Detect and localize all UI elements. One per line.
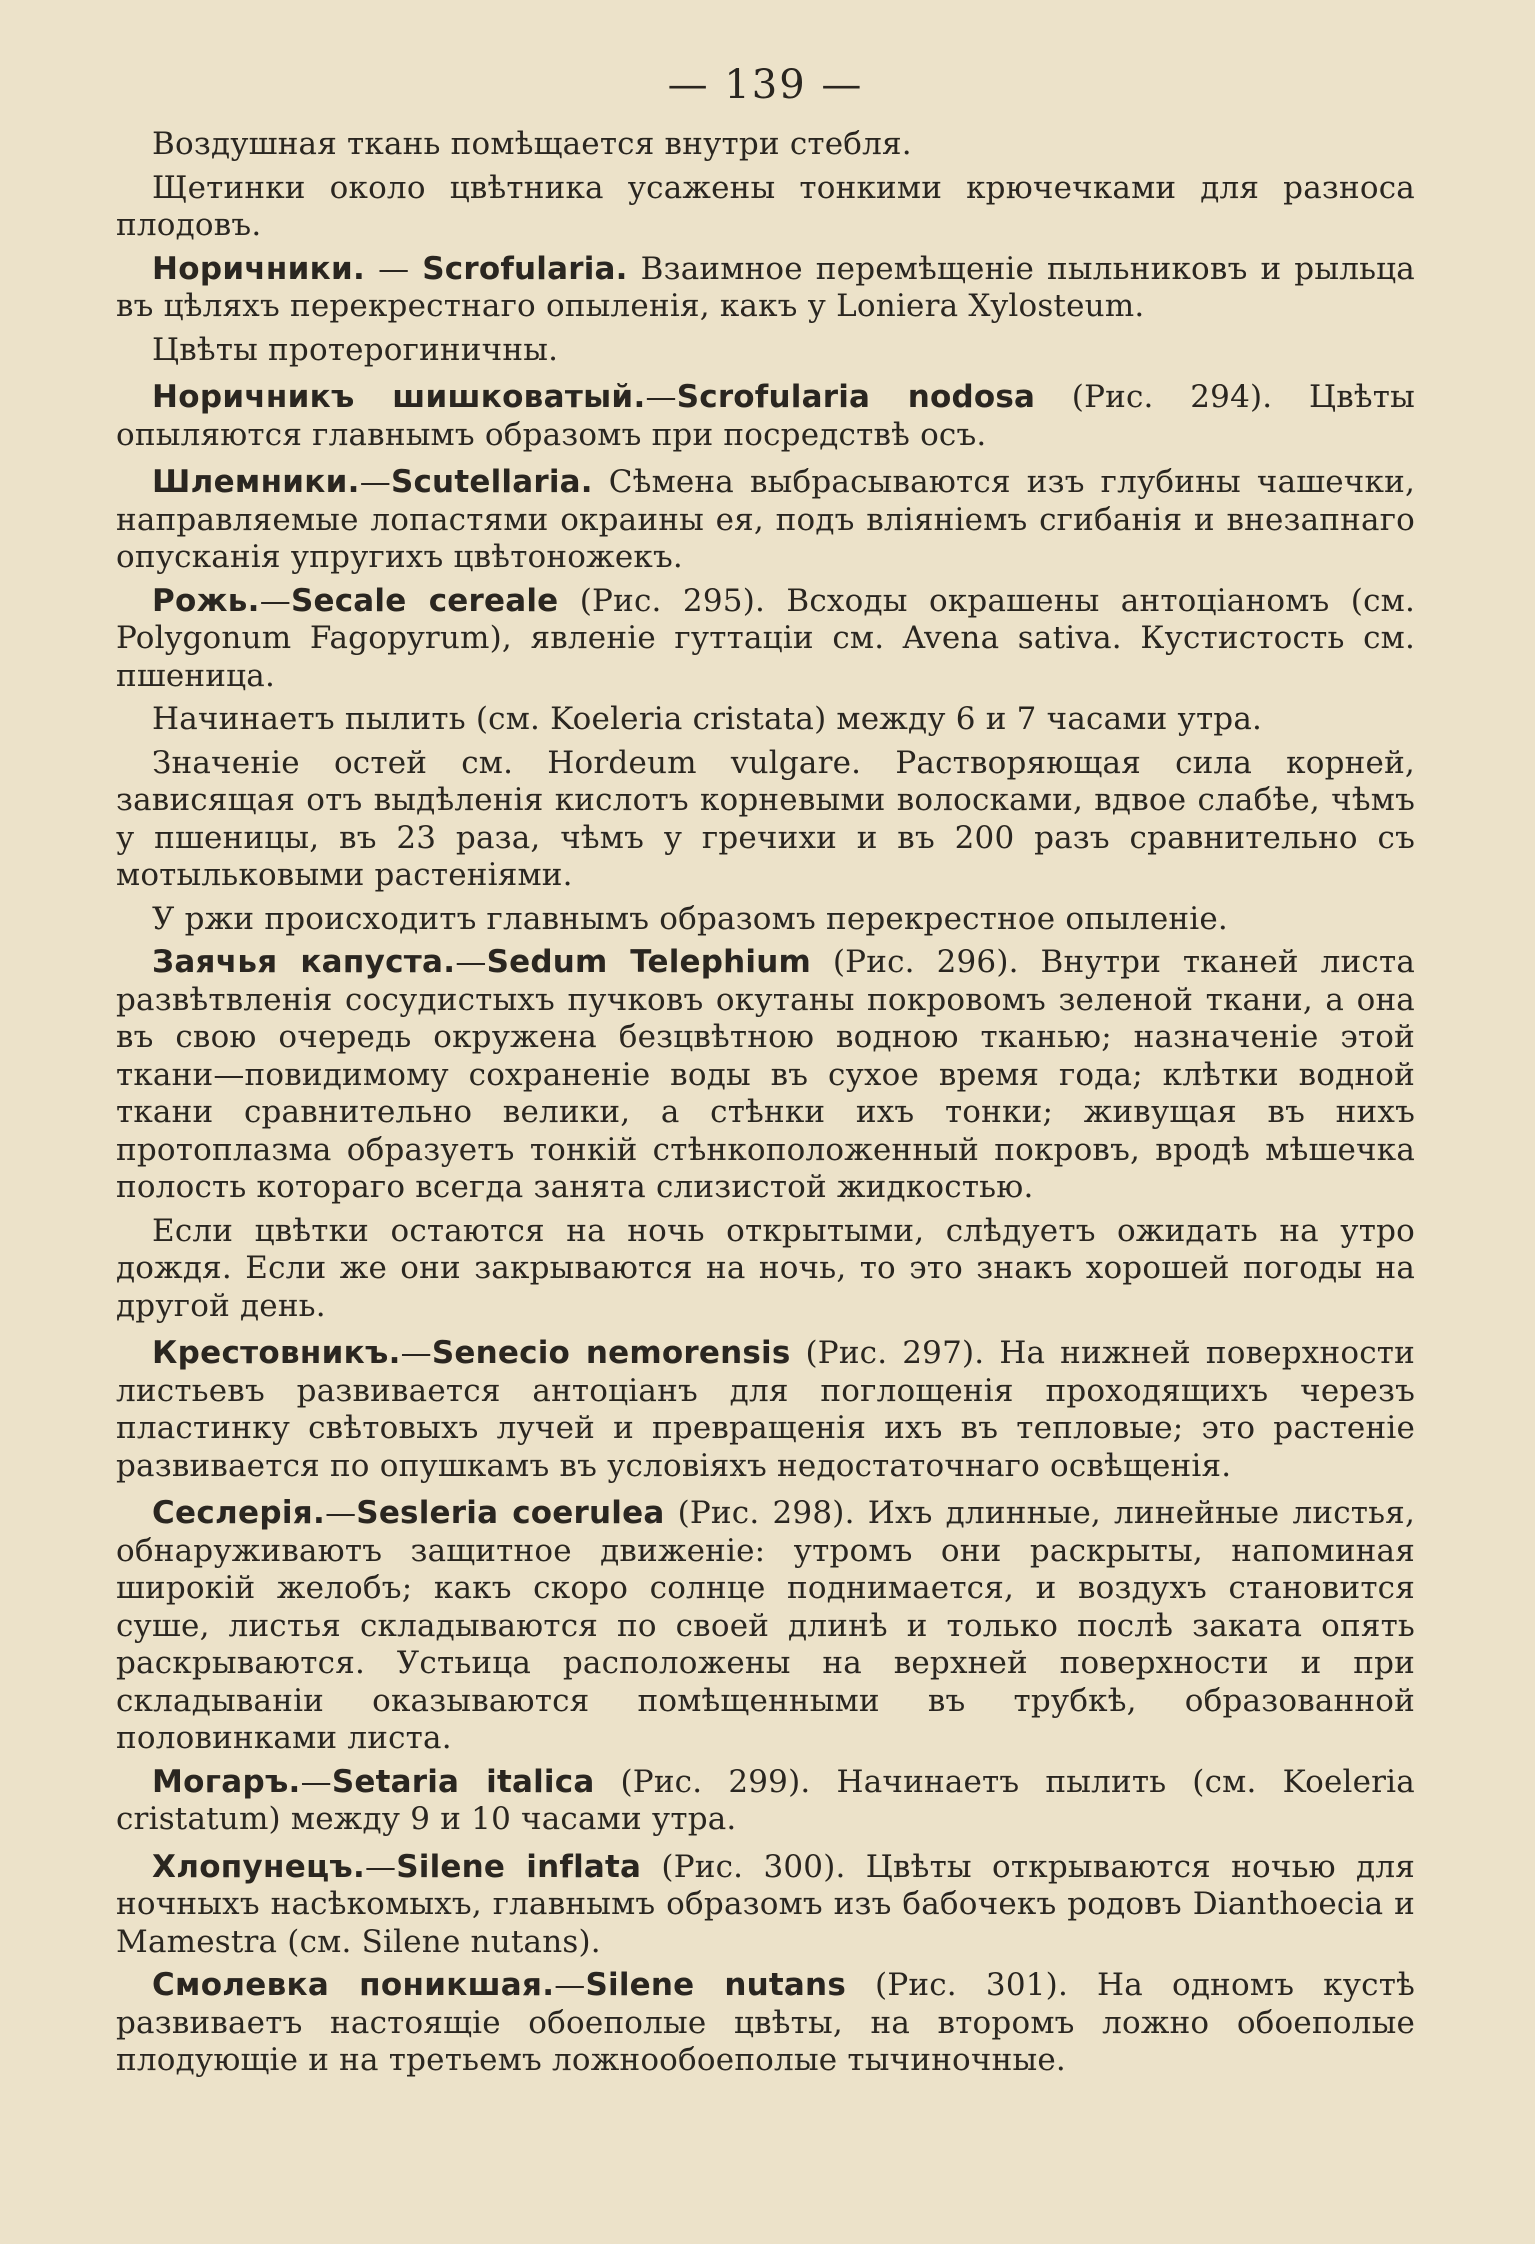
- entry-latin-name: Scutellaria.: [390, 464, 593, 500]
- entry-russian-name: Рожь.: [152, 582, 260, 619]
- entry-paragraph: [116, 1495, 1415, 1758]
- entry-dash: —: [455, 944, 487, 980]
- entry-latin-name: Sedum Telephium: [486, 944, 812, 980]
- entry-latin-name: Secale cereale: [290, 582, 559, 619]
- paragraph-text: Цвѣты протерогиничны.: [152, 331, 559, 368]
- entry-text: (Рис. 298). Ихъ длинные, линейные листья, обнаруживаютъ защитное движеніе: утромъ они раскрыты, напоминая широкій желобъ; какъ скоро солнце поднимается, и воздухъ становится суше, листья складываются по своей длинѣ и только послѣ заката опять раскрываются. Устьица расположены на верхней поверхности и при складываніи оказываются помѣщенными въ трубкѣ, образованной половинками листа.: [116, 1495, 1415, 1756]
- entry-dash: —: [300, 1763, 332, 1800]
- entry-dash: —: [359, 464, 391, 500]
- entry-dash: —: [325, 1495, 357, 1531]
- entry-dash: —: [259, 582, 291, 619]
- paragraph-text: Если цвѣтки остаются на ночь открытыми, слѣдуетъ ожидать на утро дождя. Если же они закрываются на ночь, то это знакъ хорошей погоды на другой день.: [116, 1212, 1415, 1324]
- entry-russian-name: Сеслерія.: [152, 1495, 326, 1531]
- page-number: — 139 —: [667, 62, 864, 108]
- entry-text: (Рис. 300). Цвѣты открываются ночью для ночныхъ насѣкомыхъ, главнымъ образомъ изъ бабочекъ родовъ Dianthoecia и Mamestra (см. Silene nutans).: [116, 1848, 1415, 1960]
- entry-russian-name: Шлемники.: [152, 464, 360, 500]
- entry-russian-name: Могаръ.: [152, 1763, 301, 1800]
- entry-latin-name: Scrofularia.: [422, 250, 628, 287]
- paragraph: [116, 1213, 1415, 1326]
- paragraph-text: У ржи происходитъ главнымъ образомъ перекрестное опыленіе.: [152, 900, 1228, 937]
- paragraph: [116, 745, 1415, 895]
- paragraph: [116, 701, 1415, 739]
- entry-russian-name: Смолевка поникшая.: [152, 1967, 555, 2003]
- entry-text: (Рис. 296). Внутри тканей листа развѣтвленія сосудистыхъ пучковъ окутаны покровомъ зеленой ткани, а она въ свою очередь окружена безцвѣтною водною тканью; назначеніе этой ткани—повидимому сохраненіе воды въ сухое время года; клѣтки водной ткани сравнительно велики, а стѣнки ихъ тонки; живущая въ нихъ протоплазма образуетъ тонкій стѣнкоположенный покровъ, вродѣ мѣшечка полость котораго всегда занята слизистой жидкостью.: [116, 944, 1415, 1205]
- paragraph: [116, 332, 1415, 370]
- entry-latin-name: Silene inflata: [396, 1848, 642, 1885]
- paragraph-text: Воздушная ткань помѣщается внутри стебля.: [152, 126, 912, 162]
- entry-dash: —: [400, 1335, 432, 1371]
- entry-dash: —: [554, 1967, 586, 2003]
- entry-latin-name: Scrofularia nodosa: [676, 379, 1036, 415]
- entry-paragraph: [116, 1764, 1415, 1839]
- entry-latin-name: Senecio nemorensis: [431, 1335, 791, 1371]
- entry-text: (Рис. 297). На нижней поверхности листьевъ развивается антоціанъ для поглощенія проходящихъ черезъ пластинку свѣтовыхъ лучей и превращенія ихъ въ тепловые; это растеніе развивается по опушкамъ въ условіяхъ недостаточнаго освѣщенія.: [116, 1335, 1415, 1484]
- entry-dash: —: [365, 1848, 397, 1885]
- entry-russian-name: Норичникъ шишковатый.: [152, 379, 646, 415]
- entry-russian-name: Хлопунецъ.: [152, 1848, 366, 1885]
- paragraph: [116, 901, 1415, 939]
- paragraph-text: Начинаетъ пылить (см. Koeleria cristata) между 6 и 7 часами утра.: [152, 701, 1263, 737]
- entry-paragraph: [116, 1849, 1415, 1962]
- entry-text: (Рис. 299). Начинаетъ пылить (см. Koeleria cristatum) между 9 и 10 часами утра.: [116, 1763, 1415, 1837]
- entry-russian-name: Норичники.: [152, 250, 366, 287]
- entry-paragraph: [116, 1335, 1415, 1485]
- entry-latin-name: Sesleria coerulea: [356, 1495, 665, 1531]
- entry-latin-name: Silene nutans: [585, 1967, 846, 2003]
- entry-paragraph: [116, 583, 1415, 696]
- entry-paragraph: [116, 464, 1415, 577]
- entry-text: (Рис. 295). Всходы окрашены антоціаномъ (см. Polygonum Fagopyrum), явленіе гуттаціи см. Avena sativa. Кустистость см. пшеница.: [116, 582, 1415, 694]
- paragraph-text: Щетинки около цвѣтника усажены тонкими крючечками для разноса плодовъ.: [116, 169, 1415, 243]
- entry-latin-name: Setaria italica: [331, 1763, 595, 1800]
- paragraph: [116, 170, 1415, 245]
- entry-text: Сѣмена выбрасываются изъ глубины чашечки, направляемые лопастями окраины ея, подъ вліяніемъ сгибанія и внезапнаго опусканія упругихъ цвѣтоножекъ.: [116, 464, 1415, 575]
- entry-text: Взаимное перемѣщеніе пыльниковъ и рыльца въ цѣляхъ перекрестнаго опыленія, какъ у Loniera Xylosteum.: [116, 250, 1415, 324]
- entry-russian-name: Крестовникъ.: [152, 1335, 401, 1371]
- entry-paragraph: [116, 944, 1415, 1207]
- entry-text: (Рис. 301). На одномъ кустѣ развиваетъ настоящіе обоеполые цвѣты, на второмъ ложно обоеполые плодующіе и на третьемъ ложнообоеполые тычиночные.: [116, 1967, 1415, 2078]
- paragraph: [116, 126, 1415, 164]
- paragraph-text: Значеніе остей см. Hordeum vulgare. Растворяющая сила корней, зависящая отъ выдѣленія кислотъ корневыми волосками, вдвое слабѣе, чѣмъ у пшеницы, въ 23 раза, чѣмъ у гречихи и въ 200 разъ сравнительно съ мотыльковыми растеніями.: [116, 744, 1415, 893]
- entry-paragraph: [116, 1967, 1415, 2080]
- entry-dash: —: [645, 379, 677, 415]
- entry-text: (Рис. 294). Цвѣты опыляются главнымъ образомъ при посредствѣ осъ.: [116, 379, 1415, 453]
- entry-russian-name: Заячья капуста.: [152, 944, 456, 980]
- entry-paragraph: [116, 251, 1415, 326]
- entry-paragraph: [116, 379, 1415, 454]
- entry-dash: —: [365, 250, 423, 287]
